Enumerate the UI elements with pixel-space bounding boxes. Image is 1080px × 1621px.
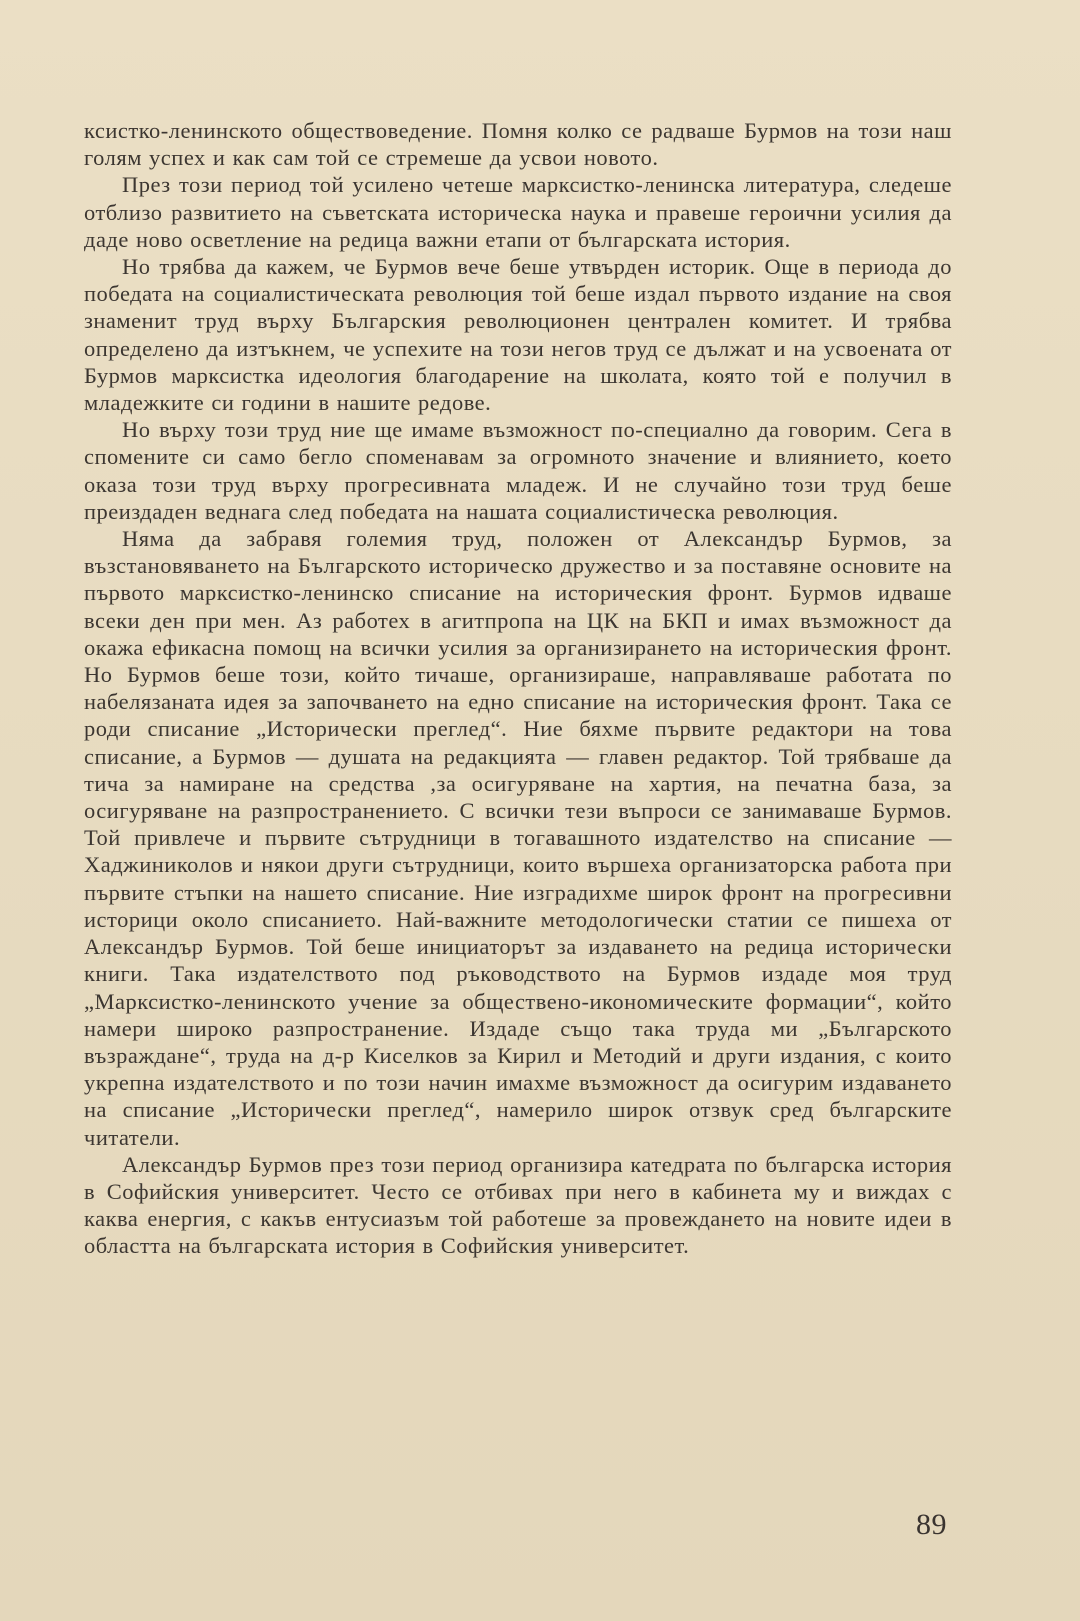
page-number: 89 bbox=[916, 1508, 947, 1541]
paragraph-1: ксистко-ленинското обществоведение. Помня колко се радваше Бурмов на този наш голям успех и как сам той се стремеше да усвои новото. bbox=[84, 118, 952, 171]
paragraph-5: Няма да забравя големия труд, положен от Александър Бурмов, за възстановяването на Българското историческо дружество и за поставяне основите на първото марксистко-ленинско списание на историческия фронт. Бурмов идваше всеки ден при мен. Аз работех в агитпропа на ЦК на БКП и имах възможност да окажа ефикасна помощ на всички усилия за организирането на историческия фронт. Но Бурмов беше този, който тичаше, организираше, направляваше работата по набелязаната идея за започването на едно списание на историческия фронт. Така се роди списание „Исторически преглед“. Ние бяхме първите редактори на това списание, а Бурмов — душата на редакцията — главен редактор. Той трябваше да тича за намиране на средства ,за осигуряване на хартия, на печатна база, за осигуряване на разпространението. С всички тези въпроси се занимаваше Бурмов. Той привлече и първите сътрудници в тогавашното издателство на списание — Хаджиниколов и някои други сътрудници, които вършеха организаторска работа при първите стъпки на нашето списание. Ние изградихме широк фронт на прогресивни историци около списанието. Най-важните методологически статии се пишеха от Александър Бурмов. Той беше инициаторът за издаването на редица исторически книги. Така издателството под ръководството на Бурмов издаде моя труд „Марксистко-ленинското учение за обществено-икономическите формации“, който намери широко разпространение. Издаде също така труда ми „Българското възраждане“, труда на д-р Киселков за Кирил и Методий и други издания, с които укрепна издателството и по този начин имахме възможност да осигурим издаването на списание „Исторически преглед“, намерило широк отзвук сред българските читатели. bbox=[84, 526, 952, 1150]
paragraph-6: Александър Бурмов през този период организира катедрата по българска история в Софийския университет. Често се отбивах при него в кабинета му и виждах с каква енергия, с какъв ентусиазъм той работеше за провеждането на новите идеи в областта на българската история в Софийския университет. bbox=[84, 1151, 952, 1259]
body-text bbox=[84, 117, 952, 1260]
paragraph-2: През този период той усилено четеше марксистко-ленинска литература, следеше отблизо развитието на съветската историческа наука и правеше героични усилия да даде ново осветление на редица важни етапи от българската история. bbox=[84, 172, 952, 252]
paragraph-3: Но трябва да кажем, че Бурмов вече беше утвърден историк. Още в периода до победата на социалистическата революция той беше издал първото издание на своя знаменит труд върху Българския революционен централен комитет. И трябва определено да изтъкнем, че успехите на този негов труд се дължат и на усвоената от Бурмов марксистка идеология благодарение на школата, която той е получил в младежките си години в нашите редове. bbox=[84, 254, 952, 416]
paragraph-4: Но върху този труд ние ще имаме възможност по-специално да говорим. Сега в спомените си само бегло споменавам за огромното значение и влиянието, което оказа този труд върху прогресивната младеж. И не случайно този труд беше преиздаден веднага след победата на нашата социалистическа революция. bbox=[84, 417, 952, 524]
